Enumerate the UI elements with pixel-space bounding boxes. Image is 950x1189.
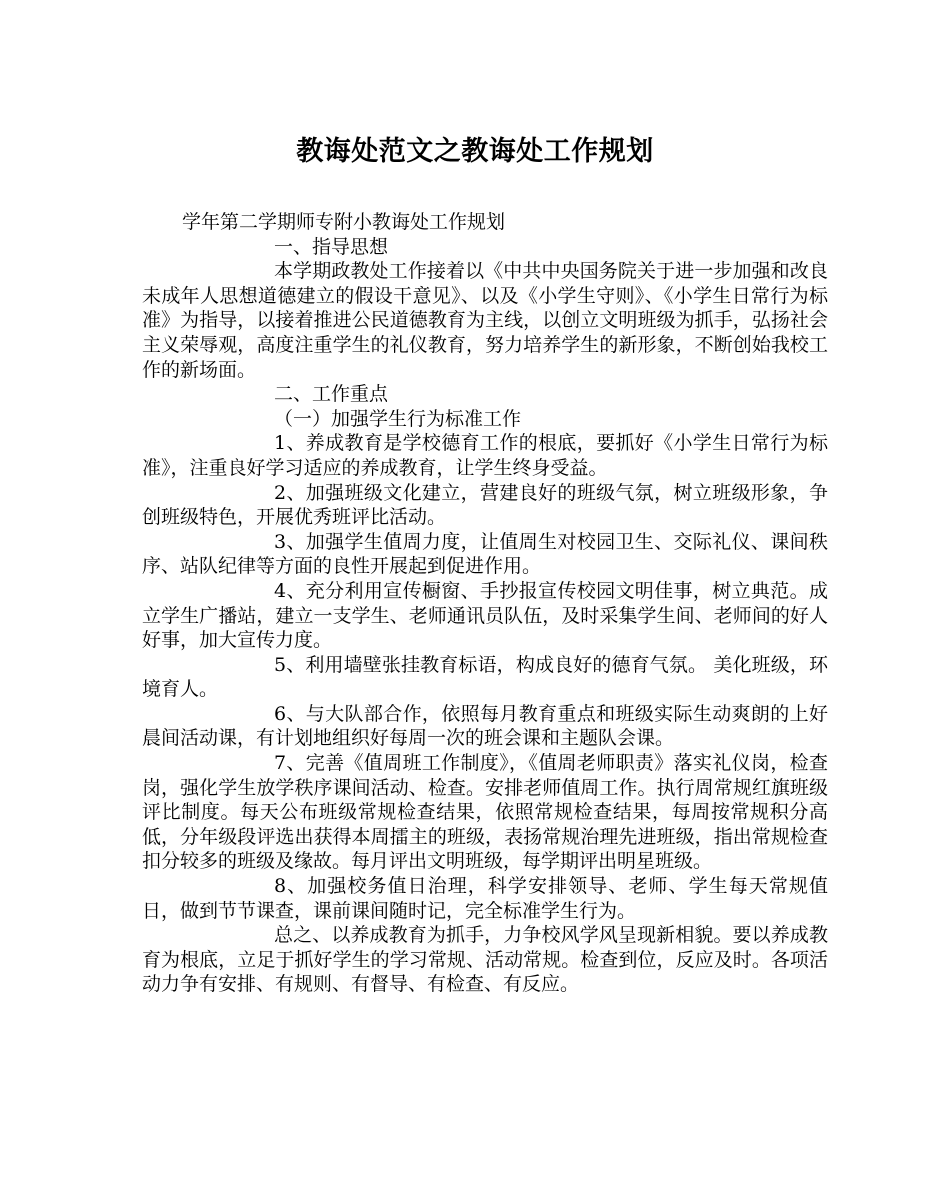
paragraph-item-5: 5、利用墙壁张挂教育标语，构成良好的德育气氛。 美化班级，环境育人。 bbox=[142, 653, 828, 701]
paragraph-subtitle: 学年第二学期师专附小教诲处工作规划 bbox=[182, 211, 506, 233]
document-title: 教诲处范文之教诲处工作规划 bbox=[296, 136, 654, 167]
subsection-heading-behavior-standard: （一）加强学生行为标准工作 bbox=[274, 407, 522, 430]
paragraph-item-8: 8、加强校务值日治理，科学安排领导、老师、学生每天常规值日，做到节节课查，课前课间随时记，完全标准学生行为。 bbox=[142, 875, 828, 922]
paragraph-item-1: 1、养成教育是学校德育工作的根底，要抓好《小学生日常行为标准》，注重良好学习适应的养成教育，让学生终身受益。 bbox=[142, 432, 828, 479]
paragraph-item-6: 6、与大队部合作，依照每月教育重点和班级实际生动爽朗的上好晨间活动课，有计划地组织好每周一次的班会课和主题队会课。 bbox=[142, 702, 828, 750]
section-heading-work-focus: 二、工作重点 bbox=[274, 383, 389, 406]
paragraph-guiding-ideology: 本学期政教处工作接着以《中共中央国务院关于进一步加强和改良未成年人思想道德建立的假设干意见》、以及《小学生守则》、《小学生日常行为标准》为指导，以接着推进公民道德教育为主线，以创立文明班级为抓手，弘扬社会主义荣辱观，高度注重学生的礼仪教育，努力培养学生的新形象，不断创始我校工作的新场面。 bbox=[142, 260, 828, 381]
paragraph-item-7: 7、完善《值周班工作制度》，《值周老师职责》落实礼仪岗，检查岗，强化学生放学秩序课间活动、检查。安排老师值周工作。执行周常规红旗班级评比制度。每天公布班级常规检查结果，依照常规检查结果，每周按常规积分高低，分年级段评选出获得本周擂主的班级，表扬常规治理先进班级，指出常规检查扣分较多的班级及缘故。每月评出文明班级，每学期评出明星班级。 bbox=[142, 752, 828, 873]
paragraph-item-3: 3、加强学生值周力度，让值周生对校园卫生、交际礼仪、课间秩序、站队纪律等方面的良性开展起到促进作用。 bbox=[142, 530, 828, 578]
paragraph-item-2: 2、加强班级文化建立，营建良好的班级气氛，树立班级形象，争创班级特色，开展优秀班评比活动。 bbox=[142, 481, 828, 529]
document-body bbox=[142, 210, 828, 997]
paragraph-item-4: 4、充分利用宣传橱窗、手抄报宣传校园文明佳事，树立典范。成立学生广播站，建立一支学生、老师通讯员队伍，及时采集学生间、老师间的好人好事，加大宣传力度。 bbox=[142, 579, 828, 652]
section-heading-guiding-ideology: 一、指导思想 bbox=[274, 235, 389, 258]
paragraph-conclusion: 总之、以养成教育为抓手，力争校风学风呈现新相貌。要以养成教育为根底，立足于抓好学生的学习常规、活动常规。检查到位，反应及时。各项活动力争有安排、有规则、有督导、有检查、有反应。 bbox=[142, 924, 828, 996]
